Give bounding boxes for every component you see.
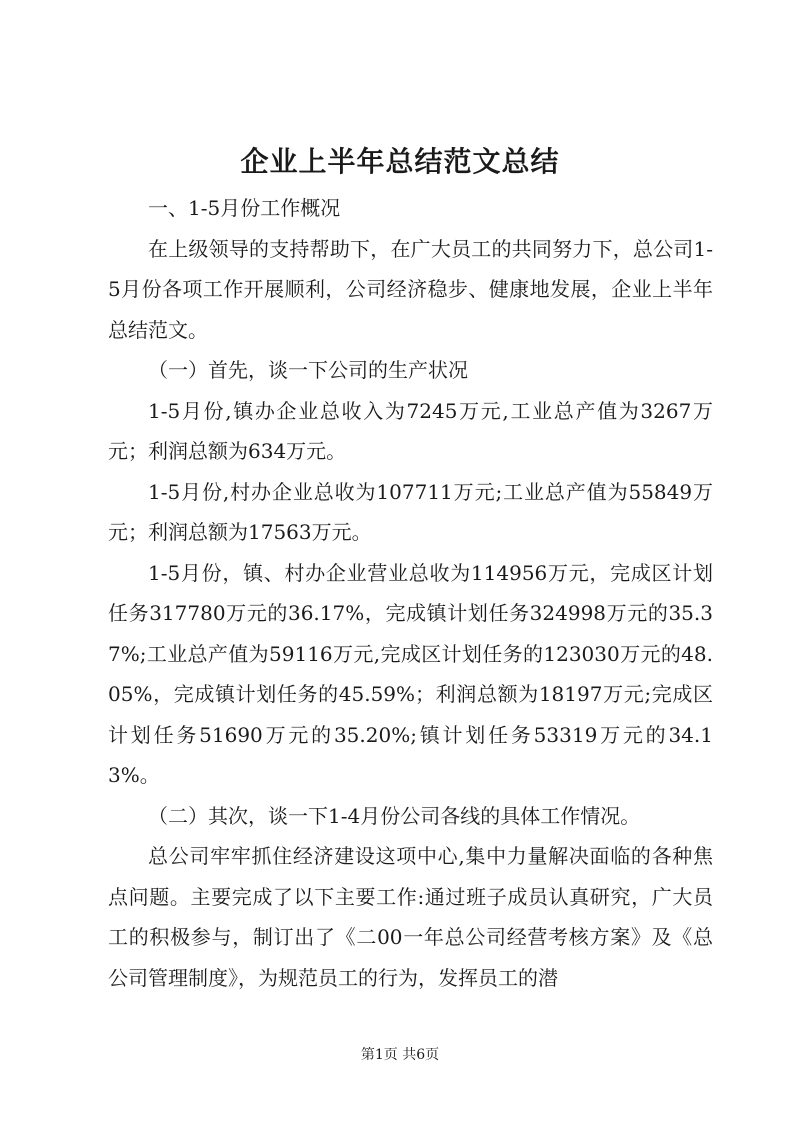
paragraph-village-enterprises: 1-5月份,村办企业总收为107711万元;工业总产值为55849万元；利润总额为17563万元。 <box>108 479 713 544</box>
paragraph-intro: 在上级领导的支持帮助下，在广大员工的共同努力下，总公司1-5月份各项工作开展顺利，公司经济稳步、健康地发展，企业上半年总结范文。 <box>108 236 713 342</box>
page-footer: 第1页 共6页 <box>360 1047 440 1063</box>
subsection-heading-1: （一）首先，谈一下公司的生产状况 <box>148 358 468 382</box>
paragraph-work-details: 总公司牢牢抓住经济建设这项中心,集中力量解决面临的各种焦点问题。主要完成了以下主要工作:通过班子成员认真研究，广大员工的积极参与，制订出了《二00一年总公司经营考核方案》及《总公司管理制度》，为规范员工的行为，发挥员工的潜 <box>108 844 713 990</box>
paragraph-combined-results: 1-5月份，镇、村办企业营业总收为114956万元，完成区计划任务317780万元的36.17%，完成镇计划任务324998万元的35.37%;工业总产值为59116万元,完成区计划任务的123030万元的48.05%，完成镇计划任务的45.59%；利润总额为18197万元;完成区计划任务51690万元的35.20%;镇计划任务53319万元的34.13%。 <box>108 560 713 787</box>
subsection-heading-2: （二）其次，谈一下1-4月份公司各线的具体工作情况。 <box>148 803 641 828</box>
paragraph-town-enterprises: 1-5月份,镇办企业总收入为7245万元,工业总产值为3267万元；利润总额为634万元。 <box>108 398 713 463</box>
document-title: 企业上半年总结范文总结 <box>240 145 560 178</box>
document-body <box>108 188 713 998</box>
section-heading-1: 一、1-5月份工作概况 <box>148 196 341 220</box>
